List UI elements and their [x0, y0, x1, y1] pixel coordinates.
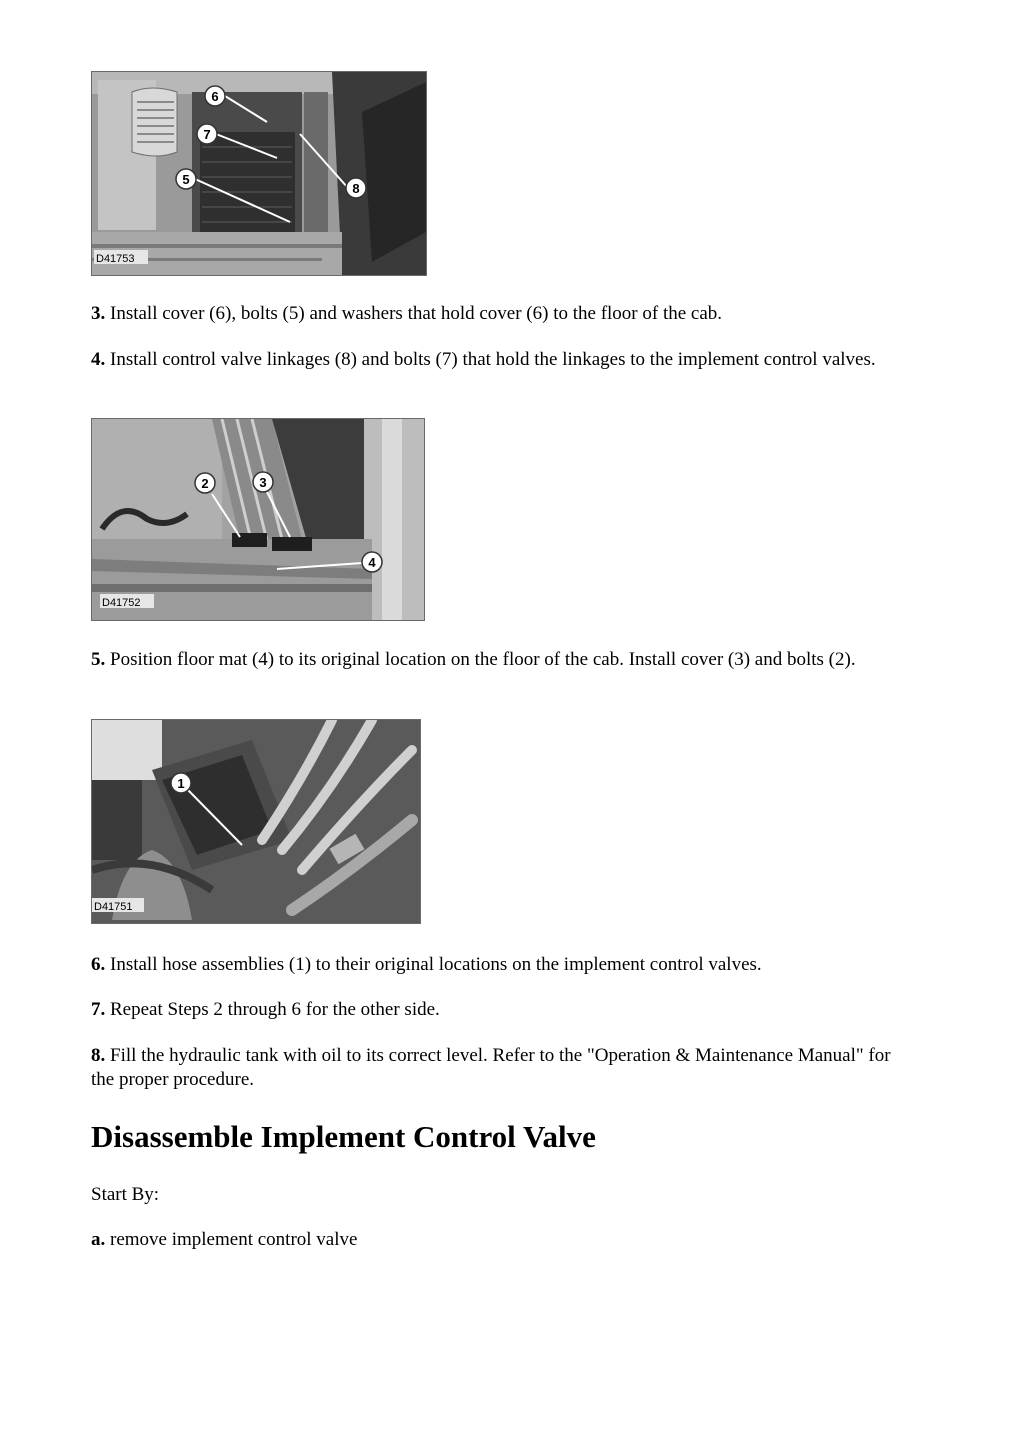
- step-4: [91, 348, 931, 372]
- figure-code: D41751: [94, 901, 133, 913]
- callout-label: 2: [201, 476, 209, 491]
- prereq-item: [91, 1228, 357, 1252]
- figure-code: D41752: [102, 597, 141, 609]
- callout-label: 6: [211, 89, 219, 104]
- prereq-text: remove implement control valve: [110, 1229, 358, 1250]
- step-number: 7.: [91, 999, 106, 1020]
- step-text: Repeat Steps 2 through 6 for the other side.: [110, 999, 440, 1020]
- callout-label: 3: [259, 475, 267, 490]
- callout-label: 1: [177, 776, 185, 791]
- callout-label: 5: [182, 172, 190, 187]
- figure-d41752: [91, 418, 425, 621]
- figure-d41753-image: [92, 72, 426, 275]
- callout-label: 4: [368, 555, 376, 570]
- step-number: 3.: [91, 303, 106, 324]
- step-6: [91, 953, 931, 977]
- step-number: 4.: [91, 349, 106, 370]
- figure-d41751-image: [92, 720, 420, 923]
- callout-label: 8: [352, 181, 360, 196]
- step-3: [91, 302, 931, 326]
- callout-label: 7: [203, 127, 211, 142]
- figure-d41751: [91, 719, 421, 924]
- step-8: [91, 1044, 891, 1092]
- step-number: 6.: [91, 954, 106, 975]
- step-7: [91, 998, 931, 1022]
- step-text: Install hose assemblies (1) to their original locations on the implement control valves.: [110, 954, 762, 975]
- step-5: [91, 648, 931, 672]
- step-text: Fill the hydraulic tank with oil to its correct level. Refer to the "Operation & Maintenance Manual" for the proper procedure.: [91, 1045, 891, 1090]
- start-by-label: Start By:: [91, 1184, 160, 1205]
- step-text: Install control valve linkages (8) and bolts (7) that hold the linkages to the implement control valves.: [110, 349, 876, 370]
- figure-code: D41753: [96, 253, 135, 265]
- step-text: Install cover (6), bolts (5) and washers that hold cover (6) to the floor of the cab.: [110, 303, 723, 324]
- figure-d41752-image: [92, 419, 424, 620]
- step-number: 8.: [91, 1045, 106, 1066]
- section-heading: Disassemble Implement Control Valve: [91, 1119, 596, 1154]
- prereq-letter: a.: [91, 1229, 106, 1250]
- step-text: Position floor mat (4) to its original location on the floor of the cab. Install cover (3) and bolts (2).: [110, 649, 856, 670]
- figure-d41753: [91, 71, 427, 276]
- step-number: 5.: [91, 649, 106, 670]
